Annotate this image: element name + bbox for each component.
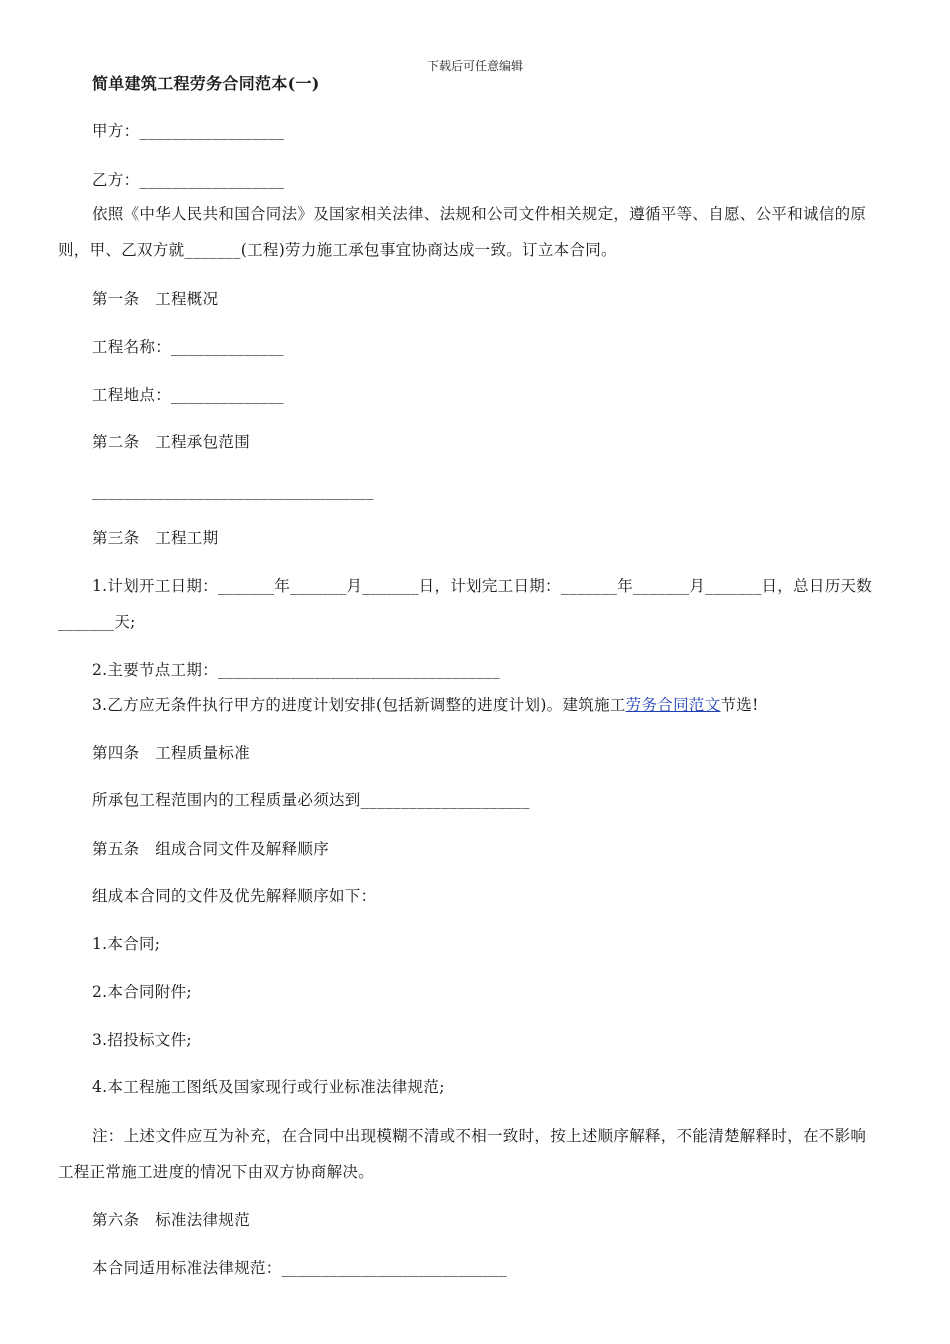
party-b-line: 乙方：__________________ xyxy=(92,171,285,189)
header-note: 下载后可任意编辑 xyxy=(426,59,523,73)
document-item-4: 4.本工程施工图纸及国家现行或行业标准法律规范; xyxy=(92,1078,445,1096)
preamble-paragraph: 依照《中华人民共和国合同法》及国家相关法律、法规和公司文件相关规定，遵循平等、自愿、公平和诚信的原则，甲、乙双方就_______(工程)劳力施工承包事宜协商达成一致。订立本合同。 xyxy=(58,205,867,259)
party-a-line: 甲方：__________________ xyxy=(92,122,285,140)
document-item-3: 3.招投标文件; xyxy=(92,1031,192,1049)
article-3-heading: 第三条 工程工期 xyxy=(92,529,219,547)
scope-blank-line: ___________________________________ xyxy=(92,482,374,500)
quality-line: 所承包工程范围内的工程质量必须达到_____________________ xyxy=(92,791,530,809)
schedule-item-3-text: 3.乙方应无条件执行甲方的进度计划安排(包括新调整的进度计划)。建筑施工 xyxy=(92,696,626,714)
schedule-item-3 xyxy=(92,694,759,716)
document-item-2: 2.本合同附件; xyxy=(92,983,192,1001)
schedule-item-1: 1.计划开工日期：_______年_______月_______日，计划完工日期：_______年_______月_______日，总日历天数_______天; xyxy=(58,577,873,631)
article-6-heading: 第六条 标准法律规范 xyxy=(92,1211,251,1229)
documents-intro: 组成本合同的文件及优先解释顺序如下： xyxy=(92,887,377,905)
article-5-heading: 第五条 组成合同文件及解释顺序 xyxy=(92,840,330,858)
article-2-heading: 第二条 工程承包范围 xyxy=(92,433,251,451)
schedule-item-3-suffix: 节选! xyxy=(720,696,759,714)
article-1-heading: 第一条 工程概况 xyxy=(92,290,219,308)
document-title: 简单建筑工程劳务合同范本(一) xyxy=(92,74,320,93)
schedule-item-2: 2.主要节点工期：___________________________________ xyxy=(92,661,500,679)
project-name-line: 工程名称：______________ xyxy=(92,338,284,356)
article-4-heading: 第四条 工程质量标准 xyxy=(92,744,251,762)
law-line: 本合同适用标准法律规范：____________________________ xyxy=(92,1259,508,1277)
project-location-line: 工程地点：______________ xyxy=(92,386,284,404)
document-item-1: 1.本合同; xyxy=(92,935,161,953)
note-paragraph: 注：上述文件应互为补充，在合同中出现模糊不清或不相一致时，按上述顺序解释，不能清楚解释时，在不影响工程正常施工进度的情况下由双方协商解决。 xyxy=(58,1127,867,1181)
contract-sample-link[interactable]: 劳务合同范文 xyxy=(625,696,721,714)
